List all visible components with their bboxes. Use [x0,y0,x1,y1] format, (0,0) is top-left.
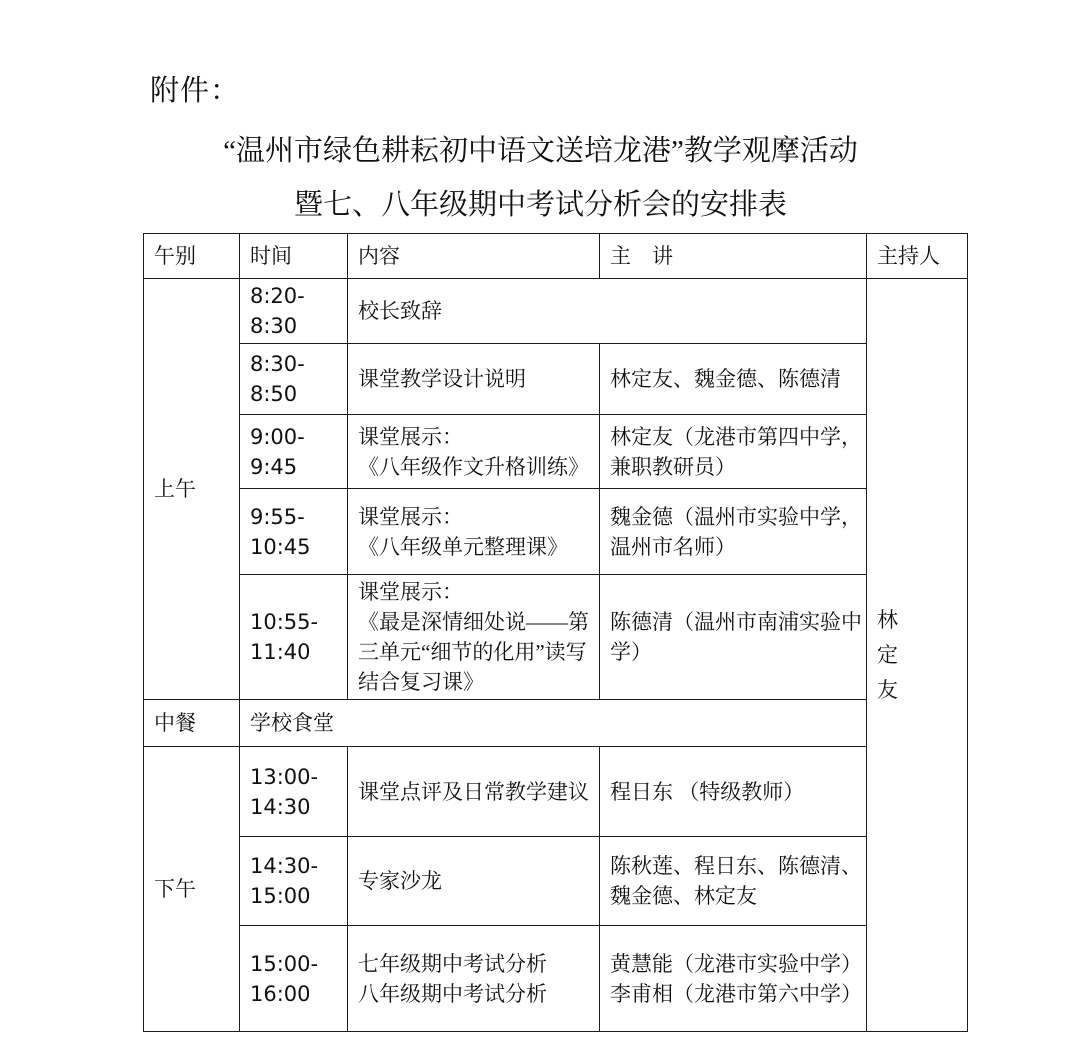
header-speaker: 主 讲 [600,234,867,279]
content-line: 《八年级作文升格训练》 [358,454,589,479]
time-cell [240,415,348,489]
period-morning: 上午 [144,279,240,700]
content-line: 课堂展示： [358,424,463,449]
speaker-line: 李甫相（龙港市第六中学） [610,981,862,1006]
row-principal-speech [144,279,968,344]
content-cell [348,837,600,926]
row-class-review [144,747,968,837]
time-cell [240,747,348,837]
speaker-line: 魏金德、林定友 [610,884,757,908]
time-line: 16:00 [250,981,311,1006]
time-line: 14:30- [250,854,319,878]
content-line: 校长致辞 [358,299,442,323]
speaker-cell [600,575,867,700]
lunch-content-cell: 学校食堂 [240,700,867,747]
speaker-line: 学） [610,640,652,664]
time-line: 11:40 [250,640,311,664]
row-class-demo-3 [144,575,968,700]
speaker-cell [600,489,867,575]
speaker-cell [600,344,867,415]
time-line: 10:45 [250,534,311,559]
speaker-line: 陈德清（温州市南浦实验中 [610,610,862,634]
time-cell [240,489,348,575]
time-line: 13:00- [250,764,319,789]
content-line: 七年级期中考试分析 [358,951,547,976]
header-time: 时间 [240,234,348,279]
header-period: 午别 [144,234,240,279]
header-content: 内容 [348,234,600,279]
speaker-cell [600,415,867,489]
schedule-table [143,233,968,1032]
content-line: 课堂展示： [358,504,463,529]
speaker-line: 林定友、魏金德、陈德清 [610,367,841,391]
time-cell [240,926,348,1032]
document-title-line1: “温州市绿色耕耘初中语文送培龙港”教学观摩活动 [223,135,858,167]
content-line: 结合复习课》 [358,670,484,694]
content-cell [348,926,600,1032]
speaker-line: 兼职教研员） [610,454,736,479]
content-line: 《最是深情细处说——第 [358,610,589,634]
time-cell [240,279,348,344]
speaker-line: 温州市名师） [610,534,736,559]
time-line: 8:50 [250,382,298,406]
period-lunch: 中餐 [144,700,240,747]
document-title-line2: 暨七、八年级期中考试分析会的安排表 [293,189,787,221]
attachment-label: 附件： [150,75,241,107]
time-line: 8:30 [250,314,298,338]
speaker-line: 程日东 （特级教师） [610,779,805,804]
content-line: 课堂教学设计说明 [358,367,526,391]
content-cell [348,747,600,837]
time-cell [240,837,348,926]
speaker-cell [600,747,867,837]
header-host: 主持人 [867,234,968,279]
content-cell [348,344,600,415]
speaker-line: 林定友（龙港市第四中学， [610,424,862,449]
content-cell [348,489,600,575]
content-cell [348,279,867,344]
speaker-line: 黄慧能（龙港市实验中学） [610,951,862,976]
speaker-line: 魏金德（温州市实验中学， [610,504,862,529]
speaker-line: 陈秋莲、程日东、陈德清、 [610,854,862,878]
time-line: 15:00- [250,951,319,976]
time-line: 8:30- [250,352,305,376]
row-class-demo-1 [144,415,968,489]
content-line: 《八年级单元整理课》 [358,534,568,559]
row-expert-salon [144,837,968,926]
content-line: 课堂展示： [358,580,463,604]
content-line: 课堂点评及日常教学建议 [358,779,589,804]
time-cell [240,575,348,700]
row-design-briefing [144,344,968,415]
period-afternoon: 下午 [144,747,240,1032]
speaker-cell [600,926,867,1032]
row-exam-analysis [144,926,968,1032]
content-line: 三单元“细节的化用”读写 [358,640,587,664]
row-class-demo-2 [144,489,968,575]
content-cell [348,415,600,489]
time-line: 10:55- [250,610,319,634]
host-name: 林定友 [877,607,898,702]
time-line: 9:55- [250,504,305,529]
content-cell [348,575,600,700]
time-line: 9:00- [250,424,305,449]
time-line: 15:00 [250,884,311,908]
row-lunch [144,700,968,747]
content-line: 八年级期中考试分析 [358,981,547,1006]
content-line: 专家沙龙 [358,869,442,893]
table-header-row [144,234,968,279]
time-cell [240,344,348,415]
host-cell [867,279,968,1032]
time-line: 9:45 [250,454,298,479]
time-line: 14:30 [250,794,311,819]
time-line: 8:20- [250,284,305,308]
speaker-cell [600,837,867,926]
